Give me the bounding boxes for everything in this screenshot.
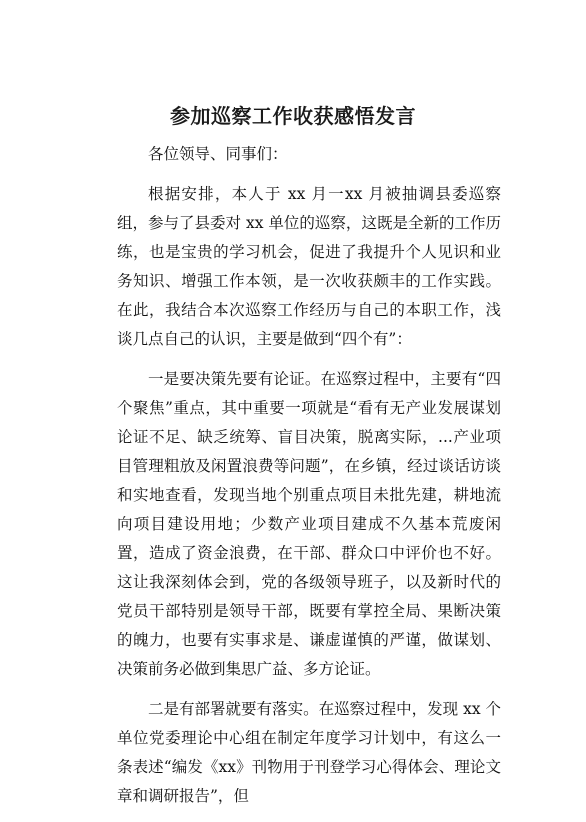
- paragraph-point-one: 一是要决策先要有论证。在巡察过程中，主要有“四个聚焦”重点，其中重要一项就是“看有无产业发展谋划论证不足、缺乏统筹、盲目决策，脱离实际，...产业项目管理粗放及闲置浪费等问题”，在乡镇，经过谈话访谈和实地查看，发现当地个别重点项目未批先建，耕地流向项目建设用地；少数产业项目建成不久基本荒废闲置，造成了资金浪费，在干部、群众口中评价也不好。这让我深刻体会到，党的各级领导班子，以及新时代的党员干部特别是领导干部，既要有掌控全局、果断决策的魄力，也要有实事求是、谦虚谨慎的严谨，做谋划、决策前务必做到集思广益、多方论证。: [117, 370, 501, 678]
- document-body: [117, 140, 501, 822]
- paragraph-intro: 根据安排，本人于 xx 月一xx 月被抽调县委巡察组，参与了县委对 xx 单位的巡察，这既是全新的工作历练，也是宝贵的学习机会，促进了我提升个人见识和业务知识、增强工作本领，是一次收获颇丰的工作实践。在此，我结合本次巡察工作经历与自己的本职工作，浅谈几点自己的认识，主要是做到“四个有”：: [117, 185, 501, 348]
- paragraph-point-two: 二是有部署就要有落实。在巡察过程中，发现 xx 个单位党委理论中心组在制定年度学习计划中，有这么一条表述“编发《xx》刊物用于刊登学习心得体会、理论文章和调研报告”，但: [117, 700, 501, 805]
- salutation: 各位领导、同事们：: [148, 145, 288, 163]
- document-title: 参加巡察工作收获感悟发言: [170, 104, 416, 128]
